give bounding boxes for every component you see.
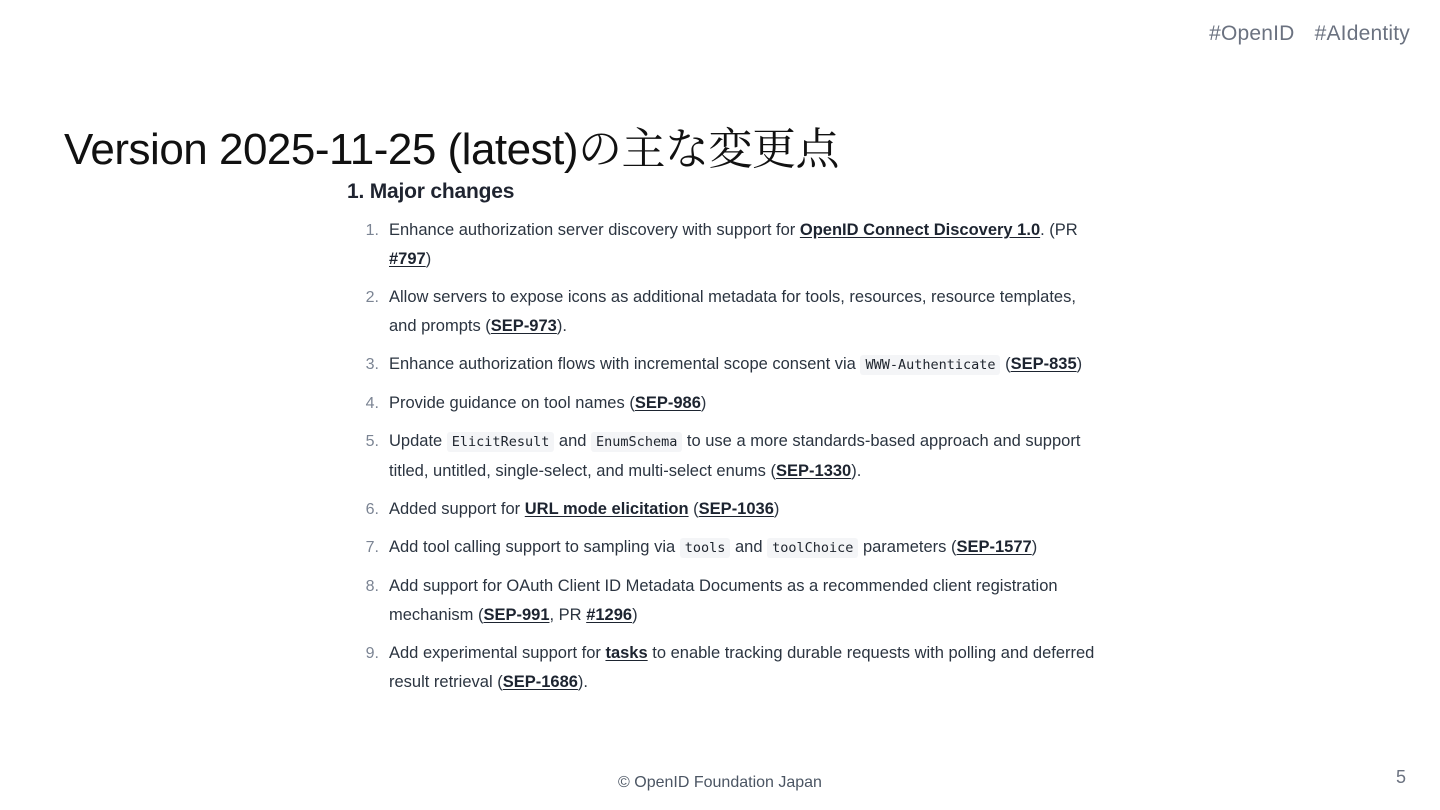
item-text: ): [425, 250, 432, 268]
item-text: , PR: [549, 606, 587, 624]
item-text: parameters (: [858, 538, 957, 556]
list-item: [389, 533, 1107, 563]
item-text: Allow servers to expose icons as additional metadata for tools, resources, resource templates, and prompts (: [389, 288, 1076, 335]
page-title: Version 2025-11-25 (latest)の主な変更点: [64, 125, 839, 175]
reference-link[interactable]: SEP-1686: [502, 673, 578, 691]
hashtag-aidentity: #AIdentity: [1314, 22, 1410, 45]
item-text: Enhance authorization server discovery with support for: [389, 221, 800, 239]
reference-link[interactable]: SEP-973: [490, 317, 557, 335]
item-text: Add support for OAuth Client ID Metadata Documents as a recommended client registration mechanism (: [389, 577, 1058, 624]
list-item: [389, 283, 1107, 341]
item-text: Update: [389, 432, 447, 450]
reference-link[interactable]: URL mode elicitation: [524, 500, 689, 518]
list-item: [389, 427, 1107, 486]
item-text: (: [1000, 355, 1011, 373]
item-text: ): [1076, 355, 1083, 373]
item-text: and: [554, 432, 592, 450]
reference-link[interactable]: OpenID Connect Discovery 1.0: [799, 221, 1041, 239]
page-number: 5: [1395, 767, 1406, 787]
reference-link[interactable]: tasks: [605, 644, 648, 662]
inline-code: toolChoice: [767, 538, 858, 558]
item-text: ): [632, 606, 638, 624]
reference-link[interactable]: SEP-1036: [698, 500, 774, 518]
reference-link[interactable]: SEP-835: [1010, 355, 1077, 373]
reference-link[interactable]: #1296: [586, 606, 633, 624]
footer-copyright: © OpenID Foundation Japan: [618, 774, 822, 791]
item-text: to use a more standards-based approach and support titled, untitled, single-select, and multi-select enums (: [389, 432, 1081, 480]
item-text: ).: [851, 462, 862, 480]
item-text: . (PR: [1040, 221, 1078, 239]
item-text: ).: [556, 317, 567, 335]
reference-link[interactable]: SEP-1330: [776, 462, 852, 480]
item-text: ): [700, 394, 707, 412]
item-text: Enhance authorization flows with incremental scope consent via: [389, 355, 861, 373]
list-item: [389, 639, 1107, 697]
item-text: Add tool calling support to sampling via: [389, 538, 680, 556]
list-item: [389, 216, 1107, 274]
reference-link[interactable]: #797: [389, 250, 426, 268]
reference-link[interactable]: SEP-991: [483, 606, 550, 624]
hashtag-openid: #OpenID: [1209, 22, 1295, 45]
content-body: [347, 180, 1107, 706]
major-changes-list: [347, 216, 1107, 697]
item-text: and: [730, 538, 768, 556]
item-text: ): [1031, 538, 1038, 556]
inline-code: WWW-Authenticate: [860, 355, 1000, 375]
item-text: Provide guidance on tool names (: [389, 394, 635, 412]
inline-code: EnumSchema: [591, 432, 682, 452]
item-text: to enable tracking durable requests with polling and deferred result retrieval (: [389, 644, 1095, 691]
reference-link[interactable]: SEP-1577: [956, 538, 1032, 556]
inline-code: tools: [680, 538, 731, 558]
list-item: [389, 350, 1107, 380]
list-item: [389, 389, 1107, 418]
reference-link[interactable]: SEP-986: [634, 394, 701, 412]
item-text: ): [773, 500, 780, 518]
inline-code: ElicitResult: [447, 432, 555, 452]
item-text: ).: [577, 673, 589, 691]
section-heading: 1. Major changes: [347, 180, 515, 203]
list-item: [389, 495, 1107, 524]
item-text: Add experimental support for: [389, 644, 606, 662]
item-text: (: [688, 500, 699, 518]
list-item: [389, 572, 1107, 630]
item-text: Added support for: [389, 500, 525, 518]
hashtag-row: [1195, 22, 1410, 46]
